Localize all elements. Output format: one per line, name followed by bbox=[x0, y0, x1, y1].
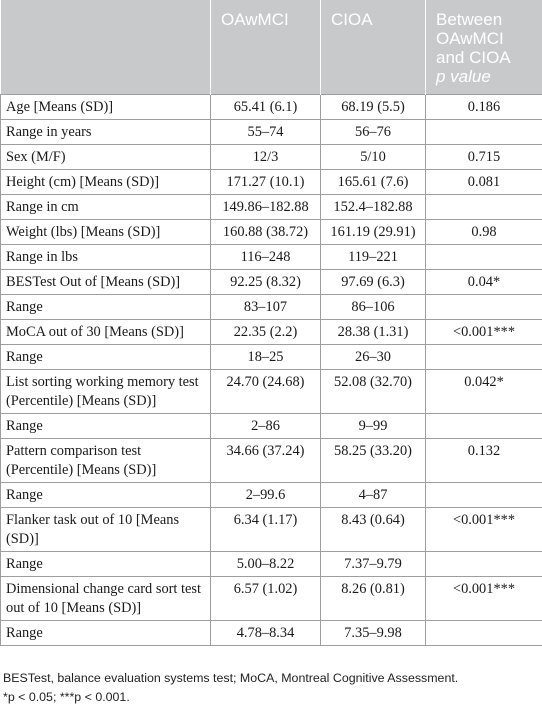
table-row bbox=[1, 344, 542, 369]
header-pvalue-label: p value bbox=[436, 67, 491, 86]
table-row bbox=[1, 507, 542, 551]
cell-pvalue: 0.715 bbox=[426, 144, 542, 169]
cell-pvalue: 0.081 bbox=[426, 169, 542, 194]
row-label: Range bbox=[1, 620, 211, 645]
cell-oawmci: 6.57 (1.02) bbox=[211, 576, 321, 620]
table-body bbox=[1, 94, 542, 645]
cell-pvalue: <0.001*** bbox=[426, 319, 542, 344]
cell-oawmci: 18–25 bbox=[211, 344, 321, 369]
table-row bbox=[1, 219, 542, 244]
row-label: Age [Means (SD)] bbox=[1, 94, 211, 119]
row-label: Range bbox=[1, 482, 211, 507]
table-row bbox=[1, 94, 542, 119]
row-label: BESTest Out of [Means (SD)] bbox=[1, 269, 211, 294]
cell-oawmci: 149.86–182.88 bbox=[211, 194, 321, 219]
table-row bbox=[1, 369, 542, 413]
cell-oawmci: 55–74 bbox=[211, 119, 321, 144]
cell-pvalue: 0.042* bbox=[426, 369, 542, 413]
table-row bbox=[1, 576, 542, 620]
cell-cioa: 4–87 bbox=[321, 482, 426, 507]
header-cioa: CIOA bbox=[321, 0, 426, 94]
cell-cioa: 152.4–182.88 bbox=[321, 194, 426, 219]
table-row bbox=[1, 169, 542, 194]
row-label: Range bbox=[1, 344, 211, 369]
row-label: List sorting working memory test (Percentile) [Means (SD)] bbox=[1, 369, 211, 413]
table-row bbox=[1, 294, 542, 319]
table-row bbox=[1, 438, 542, 482]
cell-cioa: 5/10 bbox=[321, 144, 426, 169]
cell-pvalue bbox=[426, 244, 542, 269]
cell-pvalue bbox=[426, 344, 542, 369]
row-label: Weight (lbs) [Means (SD)] bbox=[1, 219, 211, 244]
row-label: MoCA out of 30 [Means (SD)] bbox=[1, 319, 211, 344]
cell-pvalue: 0.186 bbox=[426, 94, 542, 119]
cell-cioa: 86–106 bbox=[321, 294, 426, 319]
cell-cioa: 165.61 (7.6) bbox=[321, 169, 426, 194]
cell-cioa: 97.69 (6.3) bbox=[321, 269, 426, 294]
cell-cioa: 68.19 (5.5) bbox=[321, 94, 426, 119]
table-row bbox=[1, 620, 542, 645]
table-footnote bbox=[3, 669, 539, 707]
cell-oawmci: 83–107 bbox=[211, 294, 321, 319]
cell-cioa: 58.25 (33.20) bbox=[321, 438, 426, 482]
cell-pvalue bbox=[426, 551, 542, 576]
row-label: Range in cm bbox=[1, 194, 211, 219]
header-oawmci: OAwMCI bbox=[211, 0, 321, 94]
table-row bbox=[1, 194, 542, 219]
cell-cioa: 56–76 bbox=[321, 119, 426, 144]
cell-cioa: 7.35–9.98 bbox=[321, 620, 426, 645]
cell-pvalue bbox=[426, 413, 542, 438]
cell-cioa: 119–221 bbox=[321, 244, 426, 269]
cell-oawmci: 92.25 (8.32) bbox=[211, 269, 321, 294]
cell-cioa: 8.26 (0.81) bbox=[321, 576, 426, 620]
cell-cioa: 28.38 (1.31) bbox=[321, 319, 426, 344]
cell-oawmci: 2–86 bbox=[211, 413, 321, 438]
cell-oawmci: 4.78–8.34 bbox=[211, 620, 321, 645]
row-label: Flanker task out of 10 [Means (SD)] bbox=[1, 507, 211, 551]
cell-pvalue bbox=[426, 119, 542, 144]
cell-pvalue: 0.04* bbox=[426, 269, 542, 294]
footnote-abbreviations: BESTest, balance evaluation systems test; MoCA, Montreal Cognitive Assessment. bbox=[3, 671, 459, 685]
cell-pvalue: <0.001*** bbox=[426, 576, 542, 620]
table-row bbox=[1, 551, 542, 576]
footnote-significance: *p < 0.05; ***p < 0.001. bbox=[3, 690, 130, 704]
cell-oawmci: 24.70 (24.68) bbox=[211, 369, 321, 413]
cell-pvalue bbox=[426, 620, 542, 645]
table-row bbox=[1, 269, 542, 294]
row-label: Dimensional change card sort test out of 10 [Means (SD)] bbox=[1, 576, 211, 620]
row-label: Sex (M/F) bbox=[1, 144, 211, 169]
header-empty bbox=[1, 0, 211, 94]
row-label: Height (cm) [Means (SD)] bbox=[1, 169, 211, 194]
cell-oawmci: 116–248 bbox=[211, 244, 321, 269]
cell-cioa: 9–99 bbox=[321, 413, 426, 438]
cell-oawmci: 2–99.6 bbox=[211, 482, 321, 507]
cell-oawmci: 160.88 (38.72) bbox=[211, 219, 321, 244]
row-label: Range bbox=[1, 294, 211, 319]
cell-oawmci: 5.00–8.22 bbox=[211, 551, 321, 576]
table-header-row bbox=[1, 0, 542, 94]
cell-cioa: 8.43 (0.64) bbox=[321, 507, 426, 551]
cell-pvalue bbox=[426, 482, 542, 507]
cell-pvalue bbox=[426, 194, 542, 219]
table-row bbox=[1, 482, 542, 507]
cell-oawmci: 12/3 bbox=[211, 144, 321, 169]
cell-pvalue: 0.132 bbox=[426, 438, 542, 482]
cell-cioa: 161.19 (29.91) bbox=[321, 219, 426, 244]
cell-oawmci: 171.27 (10.1) bbox=[211, 169, 321, 194]
table-row bbox=[1, 144, 542, 169]
row-label: Range bbox=[1, 413, 211, 438]
cell-oawmci: 65.41 (6.1) bbox=[211, 94, 321, 119]
row-label: Range bbox=[1, 551, 211, 576]
cell-pvalue: <0.001*** bbox=[426, 507, 542, 551]
row-label: Range in lbs bbox=[1, 244, 211, 269]
header-between-label: Between OAwMCI and CIOA bbox=[436, 10, 511, 67]
cell-pvalue: 0.98 bbox=[426, 219, 542, 244]
cell-oawmci: 6.34 (1.17) bbox=[211, 507, 321, 551]
cell-cioa: 7.37–9.79 bbox=[321, 551, 426, 576]
table-row bbox=[1, 119, 542, 144]
table-row bbox=[1, 244, 542, 269]
cell-pvalue bbox=[426, 294, 542, 319]
cell-cioa: 52.08 (32.70) bbox=[321, 369, 426, 413]
cell-oawmci: 22.35 (2.2) bbox=[211, 319, 321, 344]
table-row bbox=[1, 413, 542, 438]
cell-oawmci: 34.66 (37.24) bbox=[211, 438, 321, 482]
row-label: Range in years bbox=[1, 119, 211, 144]
cell-cioa: 26–30 bbox=[321, 344, 426, 369]
table-row bbox=[1, 319, 542, 344]
row-label: Pattern comparison test (Percentile) [Means (SD)] bbox=[1, 438, 211, 482]
header-between bbox=[426, 0, 542, 94]
